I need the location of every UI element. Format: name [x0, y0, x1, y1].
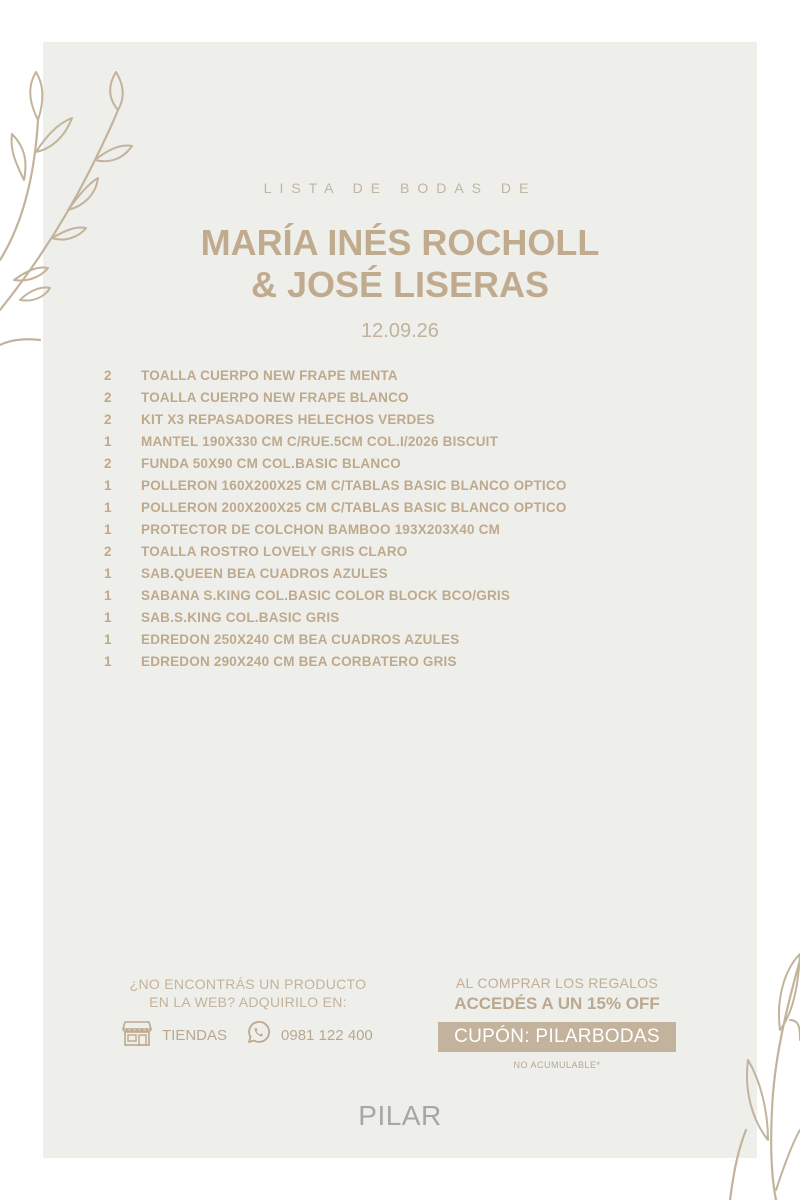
item-desc: MANTEL 190X330 CM C/RUE.5CM COL.I/2026 BISCUIT	[141, 433, 499, 449]
names-line-2: & JOSÉ LISERAS	[250, 264, 550, 305]
item-desc: TOALLA CUERPO NEW FRAPE MENTA	[141, 367, 398, 383]
list-item	[104, 452, 724, 474]
list-item	[104, 408, 724, 430]
coupon-note: NO ACUMULABLE*	[513, 1060, 601, 1070]
item-desc: FUNDA 50X90 CM COL.BASIC BLANCO	[141, 455, 401, 471]
list-item	[104, 474, 724, 496]
promo-block	[430, 975, 684, 1070]
item-desc: EDREDON 250X240 CM BEA CUADROS AZULES	[141, 631, 460, 647]
item-desc: EDREDON 290X240 CM BEA CORBATERO GRIS	[141, 653, 457, 669]
list-item	[104, 386, 724, 408]
phone-number[interactable]: 0981 122 400	[281, 1026, 373, 1044]
item-desc: POLLERON 160X200X25 CM C/TABLAS BASIC BLANCO OPTICO	[141, 477, 567, 493]
list-item	[104, 584, 724, 606]
store-icon	[122, 1019, 152, 1051]
not-found-line-2: EN LA WEB? ADQUIRILO EN:	[149, 994, 347, 1010]
item-qty: 1	[104, 477, 112, 493]
gift-list	[104, 364, 724, 672]
coupon-badge: CUPÓN: PILARBODAS	[438, 1022, 676, 1052]
branch-top-left-icon	[0, 60, 140, 360]
couple-names	[0, 222, 800, 306]
item-qty: 1	[104, 499, 112, 515]
brand-logo: PILAR	[358, 1100, 442, 1131]
whatsapp-icon	[245, 1020, 271, 1050]
item-desc: TOALLA CUERPO NEW FRAPE BLANCO	[141, 389, 409, 405]
item-qty: 1	[104, 587, 112, 603]
list-item	[104, 496, 724, 518]
list-item	[104, 562, 724, 584]
contact-row	[122, 1021, 373, 1049]
list-item	[104, 628, 724, 650]
item-qty: 1	[104, 521, 112, 537]
list-item	[104, 540, 724, 562]
item-desc: SAB.S.KING COL.BASIC GRIS	[141, 609, 340, 625]
item-qty: 1	[104, 653, 112, 669]
item-desc: PROTECTOR DE COLCHON BAMBOO 193X203X40 CM	[141, 521, 501, 537]
item-desc: SABANA S.KING COL.BASIC COLOR BLOCK BCO/GRIS	[141, 587, 511, 603]
list-item	[104, 518, 724, 540]
list-item	[104, 606, 724, 628]
promo-line-2: ACCEDÉS A UN 15% OFF	[454, 994, 660, 1013]
item-qty: 1	[104, 433, 112, 449]
item-qty: 1	[104, 565, 112, 581]
promo-line-1: AL COMPRAR LOS REGALOS	[455, 975, 659, 991]
item-qty: 2	[104, 455, 112, 471]
item-desc: POLLERON 200X200X25 CM C/TABLAS BASIC BLANCO OPTICO	[141, 499, 567, 515]
not-found-note	[113, 975, 383, 1011]
stores-label[interactable]: TIENDAS	[162, 1026, 228, 1044]
item-qty: 1	[104, 609, 112, 625]
item-qty: 1	[104, 631, 112, 647]
item-desc: KIT X3 REPASADORES HELECHOS VERDES	[141, 411, 435, 427]
list-item	[104, 650, 724, 672]
names-line-1: MARÍA INÉS ROCHOLL	[200, 222, 600, 263]
item-qty: 2	[104, 367, 112, 383]
item-desc: TOALLA ROSTRO LOVELY GRIS CLARO	[141, 543, 408, 559]
item-qty: 2	[104, 389, 112, 405]
not-found-line-1: ¿NO ENCONTRÁS UN PRODUCTO	[129, 976, 367, 992]
item-desc: SAB.QUEEN BEA CUADROS AZULES	[141, 565, 388, 581]
branch-bottom-right-icon	[720, 950, 800, 1200]
list-item	[104, 364, 724, 386]
item-qty: 2	[104, 411, 112, 427]
wedding-date: 12.09.26	[361, 320, 439, 342]
subtitle: LISTA DE BODAS DE	[263, 180, 537, 196]
item-qty: 2	[104, 543, 112, 559]
list-item	[104, 430, 724, 452]
